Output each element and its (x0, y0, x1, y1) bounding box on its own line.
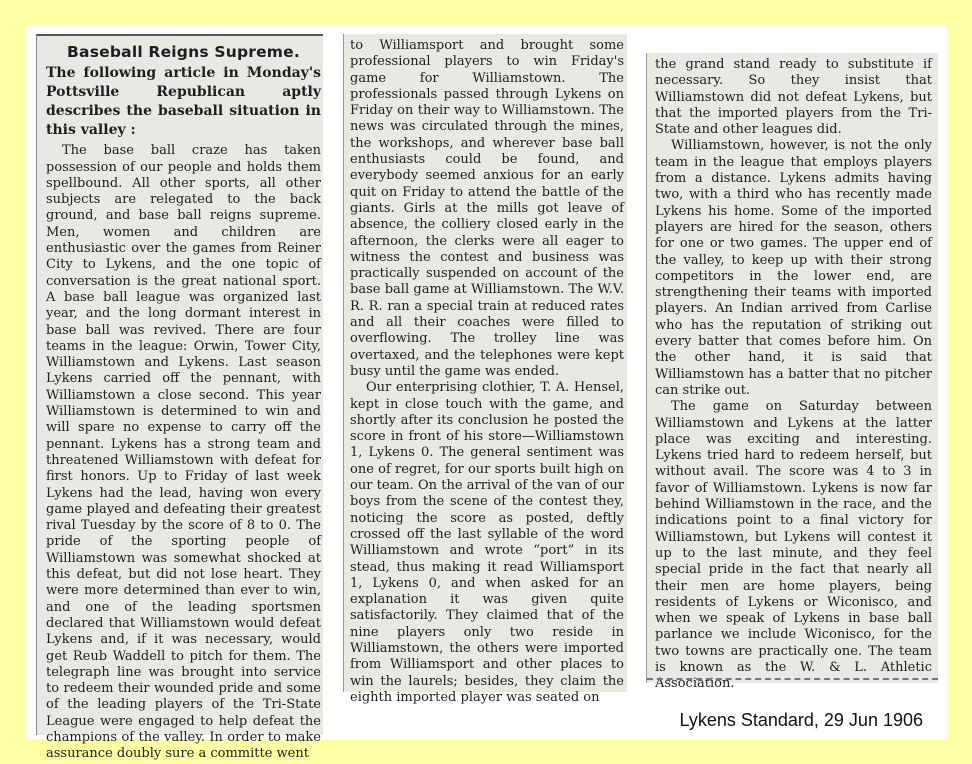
column-3-paragraph-3: The game on Saturday between Williamstown and Lykens at the latter place was exciting and interesting. Lykens tried hard to redeem herself, but without avail. The score was 4 to 3 in favor of Williamstown. Lykens is now far behind Williamstown in the race, and the indications point to a final victory for Williamstown, but Lykens will contest it up to the last minute, and they feel special pride in the fact that nearly all their men are home players, being residents of Lykens or Wiconisco, and when we speak of Lykens in base ball parlance we include Wiconisco, for the two towns are practically one. The team is known as the W. & L. Athletic Association. (655, 399, 932, 692)
article-lede: The following article in Monday's Pottsville Republican aptly describes the baseball situation in this valley : (46, 65, 321, 139)
column-3-paragraph-2: Williamstown, however, is not the only team in the league that employs players from a distance. Lykens admits having two, with a third who has recently made Lykens his home. Some of the imported players are hired for the season, others for one or two games. The upper end of the valley, to keep up with their strong competitors in the lower end, are strengthening their teams with imported players. An Indian arrived from Carlise who has the reputation of striking out every batter that comes before him. On the other hand, it is said that Williamstown has a batter that no pitcher can strike out. (655, 138, 932, 398)
source-caption: Lykens Standard, 29 Jun 1906 (679, 710, 923, 730)
column-2-paragraph-2: Our enterprising clothier, T. A. Hensel, kept in close touch with the game, and shortly after its conclusion he posted the score in front of his store—Williamstown 1, Lykens 0. The general sentiment was one of regret, for our sports built high on our team. On the arrival of the van of our boys from the scene of the contest they, noticing the score as posted, deftly crossed off the last syllable of the word Williamstown and wrote “port” in its stead, thus making it read Williamsport 1, Lykens 0, and when asked for an explanation it was given quite satisfactorily. They claimed that of the nine players only two reside in Williamstown, the others were imported from Williamsport and other places to win the laurels; besides, they claim the eighth imported player was seated on (350, 380, 624, 705)
column-3-paragraph-1: the grand stand ready to substitute if necessary. So they insist that Williamstown did not defeat Lykens, but that the imported players from the Tri-State and other leagues did. (655, 57, 932, 138)
end-of-article-rule (647, 678, 938, 680)
article-headline: Baseball Reigns Supreme. (67, 43, 300, 61)
column-1-paragraph: The base ball craze has taken possession of our people and holds them spellbound. All other sports, all other subjects are relegated to the back ground, and base ball reigns supreme. Men, women and children are enthusiastic over the games from Reiner City to Lykens, and the one topic of conversation is the great national sport. A base ball league was organized last year, and the long dormant interest in base ball was revived. There are four teams in the league: Orwin, Tower City, Williamstown and Lykens. Last season Lykens carried off the pennant, with Williamstown a close second. This year Williamstown is determined to win and will spare no expense to carry off the pennant. Lykens has a strong team and threatened Williamstown with defeat for first honors. Up to Friday of last week Lykens had the lead, having won every game played and defeating their greatest rival Tuesday by the score of 8 to 0. The pride of the sporting people of Williamstown was somewhat shocked at this defeat, but did not lose heart. They were more determined than ever to win, and one of the leading sportsmen declared that Williamstown would defeat Lykens and, if it was necessary, would get Reub Waddell to pitch for them. The telegraph line was brought into service to redeem their wounded pride and some of the leading players of the Tri-State League were engaged to help defeat the champions of the valley. In order to make assurance doubly sure a committe went (46, 143, 321, 762)
clipping-page (25, 25, 947, 762)
article-column-1 (36, 34, 323, 762)
article-column-3 (646, 53, 938, 692)
article-column-2 (343, 34, 627, 705)
column-2-paragraph-1: to Williamsport and brought some professional players to win Friday's game for Williamstown. The professionals passed through Lykens on Friday on their way to Williamstown. The news was circulated through the mines, the workshops, and wherever base ball enthusiasts could be found, and everybody seemed anxious for an early quit on Friday to attend the battle of the giants. Girls at the mills got leave of absence, the colliery closed early in the afternoon, the clerks were all eager to witness the contest and business was practically suspended on account of the base ball game at Williamstown. The W.V. R. R. ran a special train at reduced rates and all their coaches were filled to overflowing. The trolley line was overtaxed, and the telephones were kept busy until the game was ended. (350, 38, 624, 379)
